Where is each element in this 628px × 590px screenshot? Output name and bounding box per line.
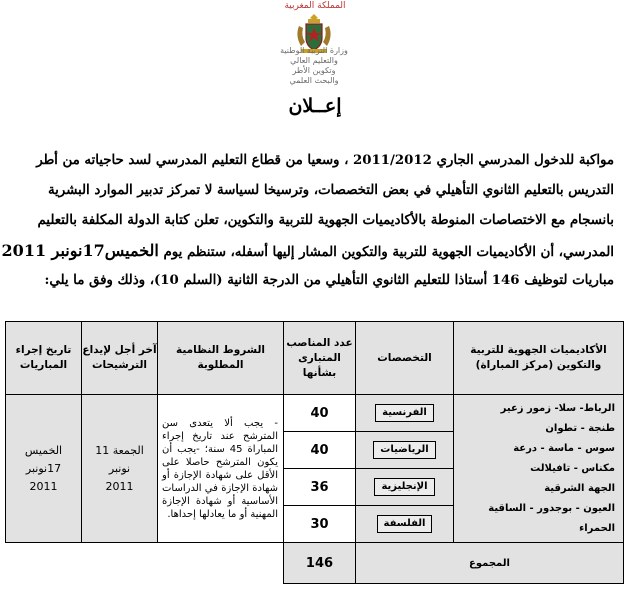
deadline-line: 2011 [105, 479, 134, 493]
conditions-cell: - يجب ألا يتعدى سن المترشح عند تاريخ إجراء المباراة 45 سنة؛ -يجب أن يكون المترشح حاصلا على الأقل على شهادة الإجازة أو شهادة الإجازة في الدراسات الأساسية أو شهادة الإجازة المهنية أو ما يعادلها إحداها. [158, 395, 284, 543]
announcement-body [1, 146, 614, 296]
ministry-line: وزارة التربية الوطنية [280, 46, 348, 55]
header-exam-date: تاريخ إجراء المباريات [6, 322, 82, 395]
specialty-label: الرياضيات [373, 441, 435, 459]
academy-item: طنجة - تطوان [545, 422, 615, 434]
header-positions: عدد المناصب المتبارى بشأنها [284, 322, 356, 395]
ministry-line: وتكوين الأطر [292, 66, 336, 75]
header-specialties: التخصصات [356, 322, 454, 395]
academy-item: الجهة الشرقية [544, 482, 615, 494]
academy-item: الرباط- سلا- زمور زعير [500, 402, 615, 414]
deadline-line: نونبر [108, 461, 131, 475]
table-row [6, 395, 624, 432]
paragraph-line: بانسجام مع الاختصاصات المنوطة بالأكاديميات الجهوية للتربية والتكوين، تعلن كتابة الدولة المكلفة بالتعليم [37, 213, 614, 228]
academy-item: العيون - بوجدور - الساقية الحمراء [488, 502, 615, 534]
paragraph-line-text: المدرسي، أن الأكاديميات الجهوية للتربية والتكوين المشار إليها أسفله، ستنظم يوم [163, 245, 614, 260]
deadline-cell [82, 395, 158, 543]
specialty-cell [356, 395, 454, 432]
paragraph-line: مواكبة للدخول المدرسي الجاري 2011/2012 ، وسعيا من قطاع التعليم المدرسي لسد حاجياته من أطر [36, 153, 614, 168]
count-cell: 30 [284, 506, 356, 543]
count-cell: 40 [284, 395, 356, 432]
ministry-name [262, 46, 366, 86]
header-deadline: آخر أجل لإيداع الترشيحات [82, 322, 158, 395]
paragraph-line [1, 236, 614, 266]
count-cell: 36 [284, 469, 356, 506]
paragraph-line: التدريس بالتعليم الثانوي التأهيلي في بعض التخصصات، وترسيخا لسياسة لا تمركز تدبير الموارد البشرية [47, 183, 614, 198]
table-header-row [6, 322, 624, 395]
page-title: إعــلان [288, 95, 342, 117]
total-label: المجموع [356, 543, 624, 584]
exam-date-cell [6, 395, 82, 543]
specialty-cell [356, 469, 454, 506]
count-cell: 40 [284, 432, 356, 469]
header-academies: الأكاديميات الجهوية للتربية والتكوين (مركز المباراة) [454, 322, 624, 395]
header-conditions: الشروط النظامية المطلوبة [158, 322, 284, 395]
deadline-line: الجمعة 11 [95, 443, 144, 457]
kingdom-label: المملكة المغربية [284, 1, 346, 11]
specialty-cell [356, 506, 454, 543]
total-value: 146 [284, 543, 356, 584]
academy-item: سوس - ماسة - درعة [513, 442, 615, 454]
specialty-label: الفلسفة [377, 515, 433, 533]
ministry-line: والتعليم العالي [290, 56, 338, 65]
total-row [6, 543, 624, 584]
paragraph-line: مباريات لتوظيف 146 أستاذا للتعليم الثانوي التأهيلي من الدرجة الثانية (السلم 10)، وذلك وفق ما يلي: [44, 273, 614, 288]
exam-date-line: الخميس [24, 443, 63, 457]
exam-date-line: 17نونبر [25, 461, 62, 475]
highlight-date: الخميس17نونبر 2011 [1, 241, 159, 260]
academy-item: مكناس - تافيلالت [530, 462, 615, 474]
specialty-cell [356, 432, 454, 469]
exam-date-line: 2011 [29, 479, 58, 493]
specialty-label: الإنجليزية [374, 478, 434, 496]
academies-cell [454, 395, 624, 543]
positions-table [5, 321, 624, 584]
specialty-label: الفرنسية [375, 404, 434, 422]
ministry-line: والبحث العلمي [289, 76, 339, 85]
total-row-empty [6, 543, 284, 584]
